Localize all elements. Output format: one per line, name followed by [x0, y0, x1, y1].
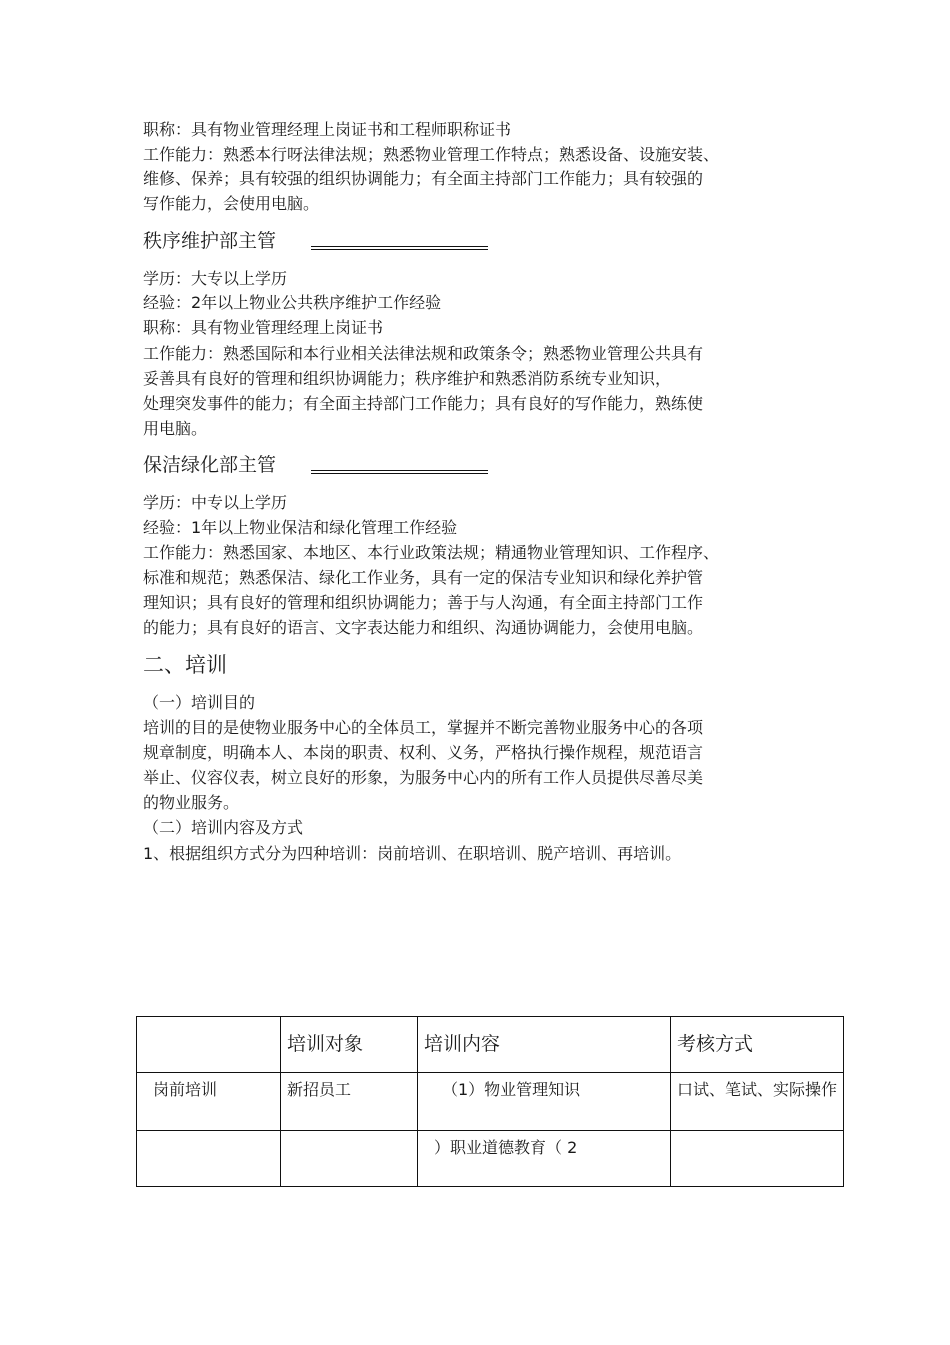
training-table — [136, 1016, 844, 1187]
table-cell: （1）物业管理知识 — [418, 1073, 671, 1131]
ability-line: 妥善具有良好的管理和组织协调能力；秩序维护和熟悉消防系统专业知识， — [143, 369, 672, 388]
purpose-line: 规章制度，明确本人、本岗的职责、权利、义务，严格执行操作规程，规范语言 — [143, 743, 704, 762]
section-heading-order: 秩序维护部主管 — [143, 230, 277, 252]
table-cell — [281, 1131, 418, 1187]
section-heading-cleaning: 保洁绿化部主管 — [143, 454, 277, 476]
ability-line: 维修、保养；具有较强的组织协调能力；有全面主持部门工作能力；具有较强的 — [143, 169, 704, 188]
subheading-purpose: （一）培训目的 — [143, 693, 256, 712]
table-header-cell — [137, 1017, 281, 1073]
table-header-cell: 培训对象 — [281, 1017, 418, 1073]
title-line: 职称：具有物业管理经理上岗证书 — [143, 318, 384, 337]
ability-line: 处理突发事件的能力；有全面主持部门工作能力；具有良好的写作能力，熟练使 — [143, 394, 704, 413]
ability-line: 写作能力，会使用电脑。 — [143, 194, 320, 213]
subheading-content: （二）培训内容及方式 — [143, 818, 304, 837]
table-header-cell: 培训内容 — [418, 1017, 671, 1073]
ability-line: 工作能力：熟悉本行呀法律法规；熟悉物业管理工作特点；熟悉设备、设施安装、 — [143, 145, 720, 164]
table-cell — [671, 1131, 844, 1187]
experience-line: 经验：1年以上物业保洁和绿化管理工作经验 — [143, 518, 458, 537]
table-cell: ）职业道德教育（ 2 — [418, 1131, 671, 1187]
ability-line: 工作能力：熟悉国际和本行业相关法律法规和政策条令；熟悉物业管理公共具有 — [143, 344, 704, 363]
title-requirement: 职称：具有物业管理经理上岗证书和工程师职称证书 — [143, 120, 512, 139]
table-row — [137, 1073, 844, 1131]
experience-line: 经验：2年以上物业公共秩序维护工作经验 — [143, 293, 442, 312]
education-line: 学历：中专以上学历 — [143, 493, 288, 512]
table-header-row — [137, 1017, 844, 1073]
education-line: 学历：大专以上学历 — [143, 269, 288, 288]
ability-line: 的能力；具有良好的语言、文字表达能力和组织、沟通协调能力，会使用电脑。 — [143, 618, 704, 637]
table-cell: 新招员工 — [281, 1073, 418, 1131]
section-heading-training: 二、培训 — [143, 653, 227, 677]
purpose-line: 培训的目的是使物业服务中心的全体员工，掌握并不断完善物业服务中心的各项 — [143, 718, 704, 737]
ability-line: 理知识；具有良好的管理和组织协调能力；善于与人沟通，有全面主持部门工作 — [143, 593, 704, 612]
table-header-cell: 考核方式 — [671, 1017, 844, 1073]
table-row — [137, 1131, 844, 1187]
heading-rule — [311, 470, 488, 474]
purpose-line: 举止、仪容仪表，树立良好的形象，为服务中心内的所有工作人员提供尽善尽美 — [143, 768, 704, 787]
ability-line: 工作能力：熟悉国家、本地区、本行业政策法规；精通物业管理知识、工作程序、 — [143, 543, 720, 562]
ability-line: 标准和规范；熟悉保洁、绿化工作业务，具有一定的保洁专业知识和绿化养护管 — [143, 568, 704, 587]
ability-line: 用电脑。 — [143, 419, 208, 438]
heading-rule — [311, 246, 488, 250]
table-cell: 口试、笔试、实际操作 — [671, 1073, 844, 1131]
training-item-1: 1、根据组织方式分为四种培训：岗前培训、在职培训、脱产培训、再培训。 — [143, 844, 682, 863]
purpose-line: 的物业服务。 — [143, 793, 240, 812]
table-cell — [137, 1131, 281, 1187]
table-cell: 岗前培训 — [137, 1073, 281, 1131]
